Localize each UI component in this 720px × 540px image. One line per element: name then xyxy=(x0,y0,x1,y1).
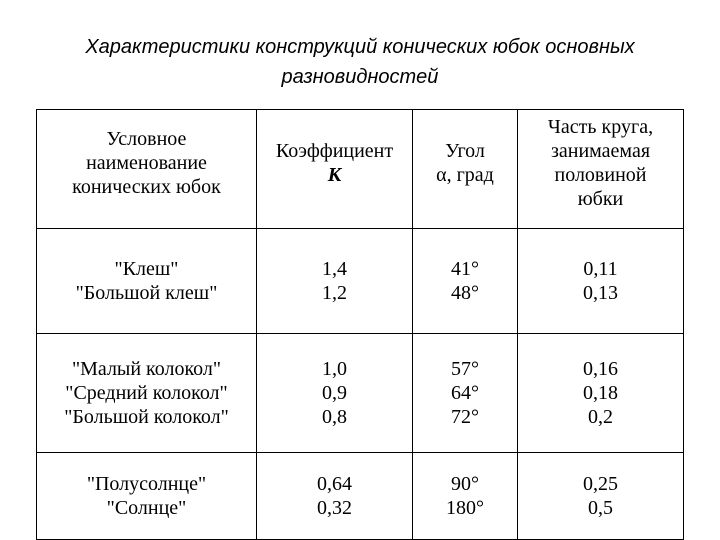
header-coefficient xyxy=(257,110,413,229)
row-names xyxy=(37,229,257,334)
part-value: 0,11 xyxy=(583,258,618,280)
row-names xyxy=(37,453,257,540)
coefficient-value: 1,4 xyxy=(322,258,347,280)
coefficient-value: 1,0 xyxy=(322,358,347,380)
row-parts xyxy=(518,453,684,540)
title-line-2: разновидностей xyxy=(281,66,439,88)
header-angle xyxy=(413,110,518,229)
part-value: 0,18 xyxy=(583,382,618,404)
title-line-1: Характеристики конструкций конических юбок основных xyxy=(85,36,635,58)
coefficient-value: 0,64 xyxy=(317,473,352,495)
row-coefficients xyxy=(257,453,413,540)
row-coefficients xyxy=(257,229,413,334)
header-part-line: занимаемая xyxy=(550,140,651,162)
header-angle-label: Угол xyxy=(445,140,485,162)
angle-value: 90° xyxy=(451,473,479,495)
coefficient-value: 1,2 xyxy=(322,282,347,304)
header-part xyxy=(518,110,684,229)
skirt-name: "Солнце" xyxy=(106,497,187,519)
row-angles xyxy=(413,334,518,453)
angle-value: 180° xyxy=(446,497,484,519)
angle-value: 48° xyxy=(451,282,479,304)
angle-value: 41° xyxy=(451,258,479,280)
header-coefficient-symbol: К xyxy=(327,164,342,186)
skirt-characteristics-table xyxy=(36,109,684,540)
row-angles xyxy=(413,453,518,540)
row-parts xyxy=(518,334,684,453)
row-angles xyxy=(413,229,518,334)
header-name xyxy=(37,110,257,229)
page-title xyxy=(0,32,720,92)
header-part-line: юбки xyxy=(577,188,624,210)
skirt-name: "Малый колокол" xyxy=(71,358,222,380)
skirt-name: "Большой колокол" xyxy=(64,406,229,428)
header-angle-unit: α, град xyxy=(436,164,494,186)
part-value: 0,16 xyxy=(583,358,618,380)
skirt-name: "Средний колокол" xyxy=(65,382,228,404)
header-coefficient-label: Коэффициент xyxy=(275,140,394,162)
coefficient-value: 0,9 xyxy=(322,382,347,404)
angle-value: 57° xyxy=(451,358,479,380)
header-part-line: Часть круга, xyxy=(547,116,654,138)
header-part-line: половиной xyxy=(554,164,647,186)
coefficient-value: 0,8 xyxy=(322,406,347,428)
row-coefficients xyxy=(257,334,413,453)
part-value: 0,5 xyxy=(588,497,613,519)
angle-value: 72° xyxy=(451,406,479,428)
skirt-name: "Большой клеш" xyxy=(75,282,218,304)
part-value: 0,2 xyxy=(588,406,613,428)
part-value: 0,13 xyxy=(583,282,618,304)
row-names xyxy=(37,334,257,453)
angle-value: 64° xyxy=(451,382,479,404)
table-header-row xyxy=(37,110,684,229)
table-row xyxy=(37,453,684,540)
skirt-name: "Клеш" xyxy=(114,258,179,280)
part-value: 0,25 xyxy=(583,473,618,495)
row-parts xyxy=(518,229,684,334)
table-row xyxy=(37,229,684,334)
header-name-line: Условное xyxy=(106,128,187,150)
header-name-line: наименование xyxy=(86,152,207,174)
header-name-line: конических юбок xyxy=(72,176,221,198)
coefficient-value: 0,32 xyxy=(317,497,352,519)
table-row xyxy=(37,334,684,453)
skirt-name: "Полусолнце" xyxy=(86,473,207,495)
